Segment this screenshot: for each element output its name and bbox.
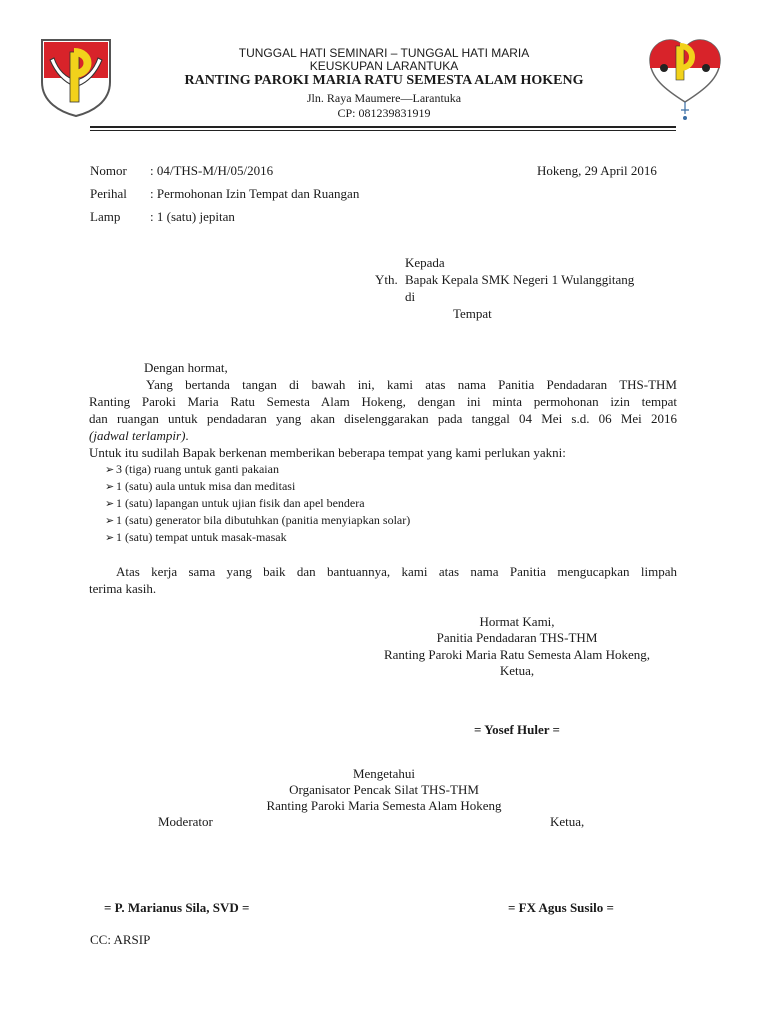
bullet-arrow-icon: ➢ [105, 532, 115, 544]
moderator-name: = P. Marianus Sila, SVD = [104, 900, 250, 915]
list-item: 1 (satu) lapangan untuk ujian fisik dan apel bendera [116, 496, 365, 510]
letter-date: Hokeng, 29 April 2016 [537, 163, 657, 178]
closing-line1: Atas kerja sama yang baik dan bantuannya, kami atas nama Panitia mengucapkan limpah [116, 564, 677, 579]
list-item: 3 (tiga) ruang untuk ganti pakaian [116, 462, 279, 476]
bullet-arrow-icon: ➢ [105, 498, 115, 510]
header-rule-thin [90, 130, 676, 131]
bullet-arrow-icon: ➢ [105, 464, 115, 476]
recipient-di: di [405, 289, 416, 304]
signature-hormat: Hormat Kami, [479, 614, 555, 629]
paragraph1-line3: dan ruangan untuk pendadaran yang akan diselenggarakan pada tanggal 04 Mei s.d. 06 Mei 2016 [89, 411, 677, 426]
letterhead-title: RANTING PAROKI MARIA RATU SEMESTA ALAM HOKENG [184, 73, 584, 88]
paragraph1-line1: Yang bertanda tangan di bawah ini, kami atas nama Panitia Pendadaran THS-THM [146, 377, 677, 392]
paragraph1-line4 [89, 428, 189, 444]
approval-mengetahui: Mengetahui [352, 766, 416, 781]
letterhead-phone: CP: 081239831919 [337, 106, 431, 120]
recipient-name: Bapak Kepala SMK Negeri 1 Wulanggitang [405, 272, 635, 287]
signature-ranting: Ranting Paroki Maria Ratu Semesta Alam Hokeng, [383, 647, 651, 662]
bullet-arrow-icon: ➢ [105, 481, 115, 493]
paragraph2: Untuk itu sudilah Bapak berkenan memberikan beberapa tempat yang kami perlukan yakni: [89, 445, 566, 460]
list-item: 1 (satu) generator bila dibutuhkan (panitia menyiapkan solar) [116, 513, 411, 527]
recipient-yth: Yth. [375, 272, 398, 287]
recipient-tempat: Tempat [453, 306, 492, 321]
approval-ketua-label: Ketua, [550, 814, 585, 829]
cc-note: CC: ARSIP [90, 932, 151, 947]
lamp-value: : 1 (satu) jepitan [150, 209, 235, 224]
schedule-note-period: . [185, 428, 189, 443]
perihal-value: : Permohonan Izin Tempat dan Ruangan [150, 186, 360, 201]
list-item: 1 (satu) tempat untuk masak-masak [116, 530, 287, 544]
recipient-kepada: Kepada [405, 255, 445, 270]
approval-organisator: Organisator Pencak Silat THS-THM [289, 782, 479, 797]
approval-moderator-label: Moderator [158, 814, 213, 829]
salutation: Dengan hormat, [144, 360, 228, 375]
nomor-value: : 04/THS-M/H/05/2016 [150, 163, 274, 178]
signature-name: = Yosef Huler = [474, 722, 560, 737]
bullet-arrow-icon: ➢ [105, 515, 115, 527]
ketua-name: = FX Agus Susilo = [508, 900, 614, 915]
perihal-label: Perihal [90, 186, 127, 201]
letterhead-line1: TUNGGAL HATI SEMINARI – TUNGGAL HATI MARIA [238, 46, 530, 60]
list-item: 1 (satu) aula untuk misa dan meditasi [116, 479, 296, 493]
letterhead-address: Jln. Raya Maumere—Larantuka [306, 91, 462, 105]
signature-ketua: Ketua, [499, 663, 535, 678]
lamp-label: Lamp [90, 209, 121, 224]
closing-line2: terima kasih. [89, 581, 157, 596]
header-rule-thick [90, 126, 676, 128]
signature-panitia: Panitia Pendadaran THS-THM [436, 630, 598, 645]
approval-ranting: Ranting Paroki Maria Semesta Alam Hokeng [266, 798, 502, 813]
paragraph1-line2: Ranting Paroki Maria Ratu Semesta Alam Hokeng, dengan ini minta permohonan izin tempat [89, 394, 677, 409]
schedule-note: (jadwal terlampir) [89, 428, 186, 443]
nomor-label: Nomor [90, 163, 127, 178]
letterhead-line2: KEUSKUPAN LARANTUKA [309, 59, 459, 73]
